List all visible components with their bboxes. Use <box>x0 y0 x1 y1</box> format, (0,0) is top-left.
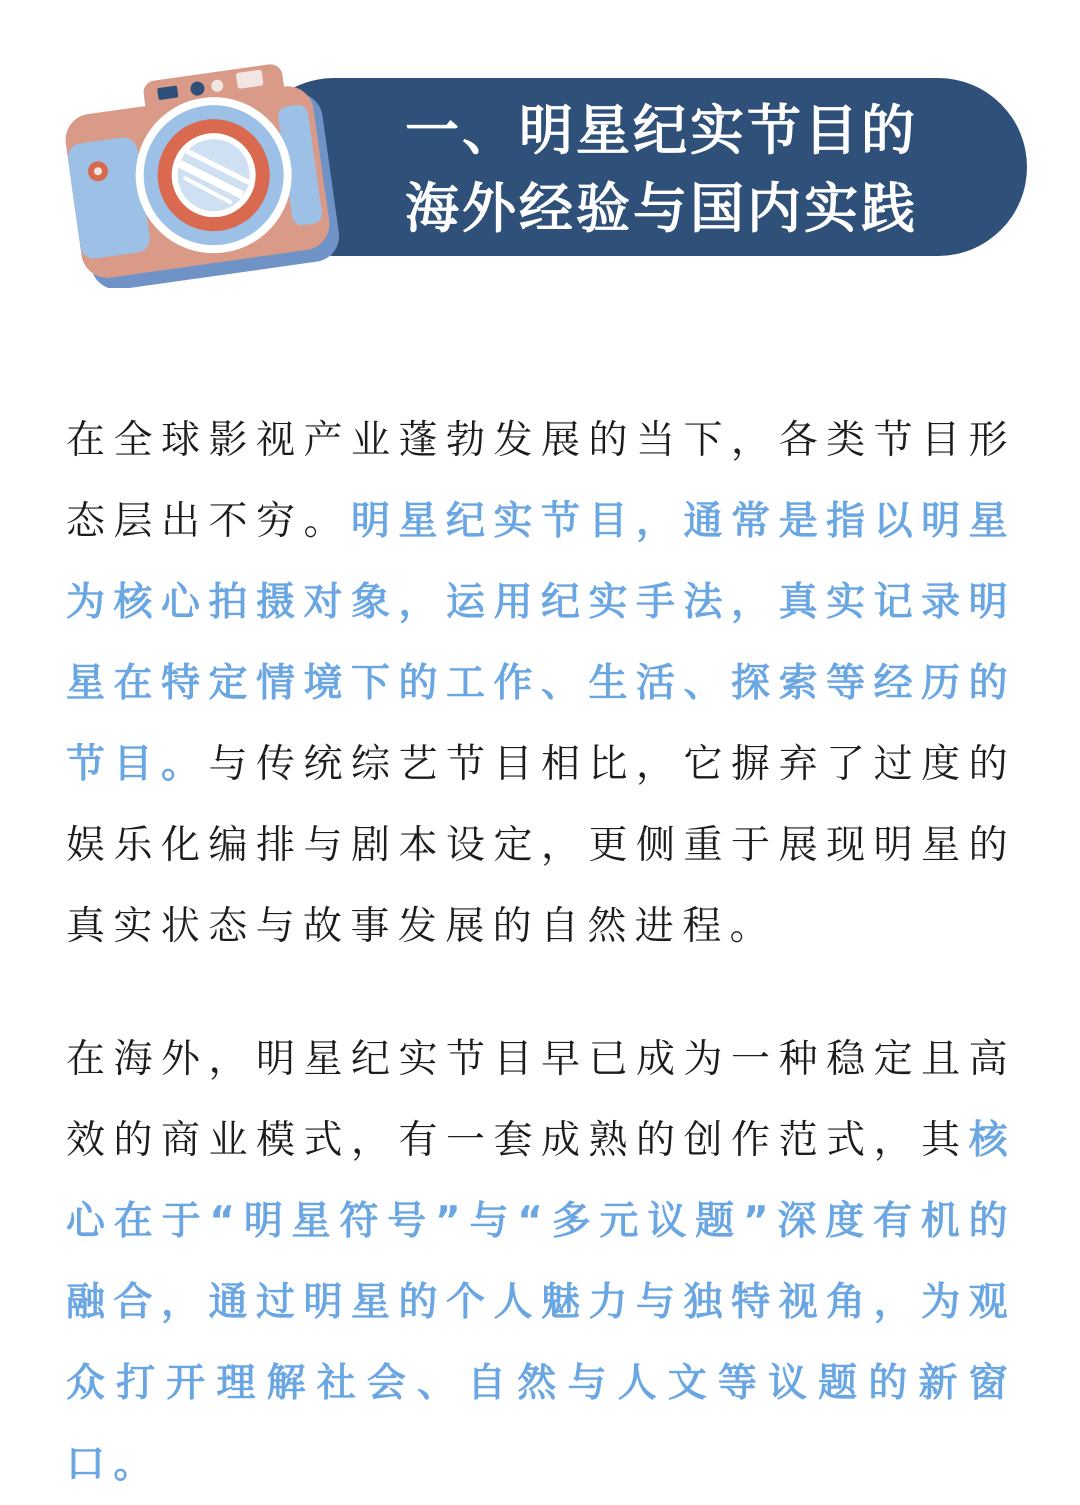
title-line-2: 海外经验与国内实践 <box>405 177 918 240</box>
paragraph-2 <box>66 1019 1016 1505</box>
section-header <box>0 0 1080 300</box>
article-body <box>66 400 1016 1505</box>
highlighted-conclusion: 打开理解社会、自然与人文等议题的新窗口。 <box>66 1361 1017 1487</box>
paragraph-text: 在海外，明星纪实节目早已成为一种稳定且高效的商业模式，有一套成熟的创作范式，其 <box>66 1037 1016 1163</box>
camera-icon <box>58 48 358 288</box>
title-line-1: 一、明星纪实节目的 <box>405 99 918 162</box>
paragraph-text: 与传统综艺节目相比，它摒弃了过度的娱乐化编排与剧本设定，更侧重于展现明星的真实状态与故事发展的自然进程。 <box>66 742 1016 949</box>
paragraph-text: 在全球影视产业蓬勃发展的当下，各类节目形态层出不穷。 <box>66 418 1016 544</box>
highlighted-underlined-text: 通过明星的个人魅力与独特视角，为观众 <box>66 1280 1016 1406</box>
paragraph-1 <box>66 400 1016 967</box>
section-title <box>405 92 965 248</box>
highlighted-core: 核心在于“明星符号”与“多元议题”深度有机的融合， <box>66 1118 1016 1325</box>
highlighted-definition: 明星纪实节目，通常是指以明星为核心拍摄对象，运用纪实手法，真实记录明星在特定情境下的工作、生活、探索等经历的节目。 <box>66 499 1016 787</box>
